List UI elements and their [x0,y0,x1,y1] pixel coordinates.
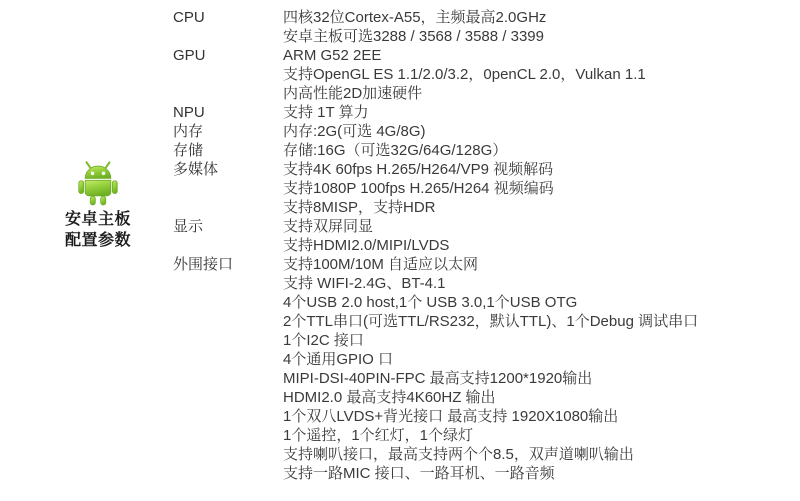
spec-label [173,407,283,426]
spec-row [173,312,698,331]
spec-row [173,217,698,236]
spec-row [173,331,698,350]
spec-row [173,198,698,217]
spec-row [173,350,698,369]
spec-value: 支持OpenGL ES 1.1/2.0/3.2，0penCL 2.0，Vulkan 1.1 [283,66,646,83]
spec-label [173,350,283,369]
spec-value: 安卓主板可选3288 / 3568 / 3588 / 3399 [283,28,544,45]
spec-label [173,312,283,331]
spec-label [173,236,283,255]
spec-row [173,122,698,141]
spec-row [173,464,698,483]
spec-value: 四核32位Cortex-A55，主频最高2.0GHz [283,9,547,26]
spec-label [173,65,283,84]
spec-label: 外围接口 [173,256,234,273]
spec-value: 支持 1T 算力 [283,104,369,121]
spec-value: 存储:16G（可选32G/64G/128G） [283,142,508,159]
spec-row [173,65,698,84]
spec-label [173,464,283,483]
spec-row [173,369,698,388]
spec-row [173,103,698,122]
spec-value: 2个TTL串口(可选TTL/RS232，默认TTL)、1个Debug 调试串口 [283,313,699,330]
spec-row [173,445,698,464]
spec-value: 支持 WIFI-2.4G、BT-4.1 [283,275,446,292]
android-board-badge [52,160,144,251]
spec-label: 存储 [173,142,204,159]
spec-row [173,426,698,445]
spec-row [173,160,698,179]
spec-label: CPU [173,9,205,26]
spec-value: 内存:2G(可选 4G/8G) [283,123,426,140]
spec-label [173,388,283,407]
spec-value: 内高性能2D加速硬件 [283,85,423,102]
spec-row [173,236,698,255]
android-robot-icon [76,160,120,206]
spec-value: 1个双八LVDS+背光接口 最高支持 1920X1080输出 [283,408,619,425]
spec-label [173,27,283,46]
spec-value: 4个USB 2.0 host,1个 USB 3.0,1个USB OTG [283,294,578,311]
spec-label [173,179,283,198]
spec-label [173,426,283,445]
spec-value: 支持100M/10M 自适应以太网 [283,256,479,273]
spec-label: NPU [173,104,205,121]
badge-caption-line2: 配置参数 [64,232,131,249]
spec-value: 支持1080P 100fps H.265/H264 视频编码 [283,180,554,197]
spec-row [173,293,698,312]
spec-label [173,293,283,312]
spec-label [173,274,283,293]
spec-value: 4个通用GPIO 口 [283,351,394,368]
spec-value: 支持喇叭接口，最高支持两个个8.5，双声道喇叭输出 [283,446,634,463]
spec-row [173,274,698,293]
spec-label [173,445,283,464]
spec-label: 多媒体 [173,161,219,178]
spec-row [173,27,698,46]
spec-row [173,407,698,426]
spec-value: 支持一路MIC 接口、一路耳机、一路音频 [283,465,555,482]
spec-value: 支持双屏同显 [283,218,374,235]
spec-value: MIPI-DSI-40PIN-FPC 最高支持1200*1920输出 [283,370,593,387]
spec-label: GPU [173,47,206,64]
spec-label [173,198,283,217]
spec-value: 支持8MISP，支持HDR [283,199,436,216]
spec-table [173,8,698,483]
spec-label [173,331,283,350]
spec-label: 内存 [173,123,204,140]
spec-row [173,46,698,65]
spec-row [173,84,698,103]
spec-label: 显示 [173,218,204,235]
spec-value: ARM G52 2EE [283,47,382,64]
spec-label [173,369,283,388]
spec-row [173,388,698,407]
spec-value: 支持4K 60fps H.265/H264/VP9 视频解码 [283,161,554,178]
spec-value: HDMI2.0 最高支持4K60HZ 输出 [283,389,496,406]
spec-row [173,8,698,27]
spec-value: 支持HDMI2.0/MIPI/LVDS [283,237,450,254]
badge-caption-line1: 安卓主板 [64,211,131,228]
spec-label [173,84,283,103]
spec-value: 1个I2C 接口 [283,332,364,349]
spec-row [173,255,698,274]
spec-value: 1个遥控，1个红灯，1个绿灯 [283,427,474,444]
spec-row [173,141,698,160]
spec-row [173,179,698,198]
